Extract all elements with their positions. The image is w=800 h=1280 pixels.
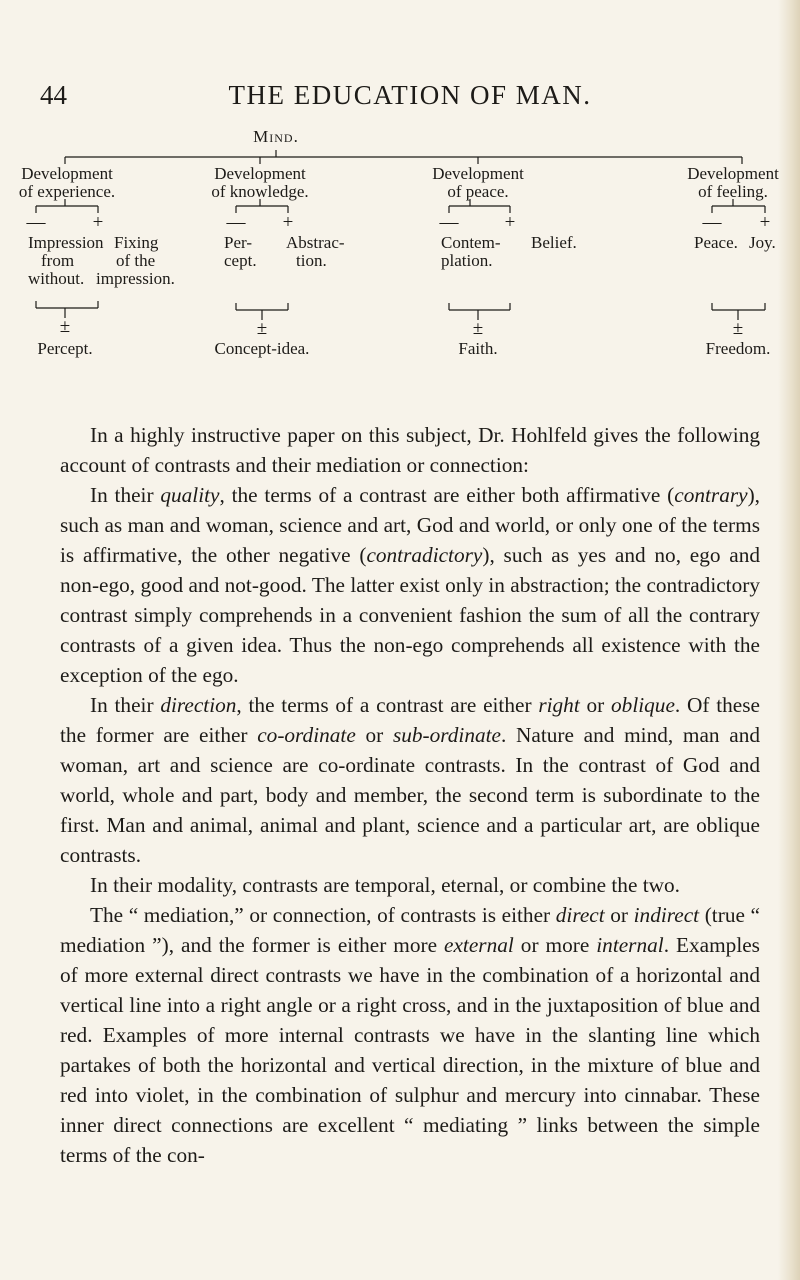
paragraph-4: In their modality, contrasts are temporal, eternal, or combine the two. bbox=[90, 873, 681, 897]
diagram-root-mind: Mind. bbox=[253, 127, 299, 146]
column-1-plus-sign: + bbox=[92, 212, 104, 233]
column-3-plus-sign: + bbox=[504, 212, 516, 233]
mind-development-diagram bbox=[0, 0, 800, 420]
paragraph-5: The “ mediation,” or connection, of contrasts is either direct or indirect (true “ mediation ”), and the former is either more external or more internal. Examples of more external direct contrasts we have in the combination of a horizontal and vertical line into a right angle or a right cross, and in the juxtaposition of blue and red. Examples of more internal contrasts we have in the slanting line which partakes of both the horizontal and vertical direction, in the mixture of blue and red into violet, in the combination of sulphur and mercury into cinnabar. These inner direct connections are excellent “ mediating ” links between the simple terms of the con- bbox=[60, 903, 760, 1167]
column-3-synthesis: Faith. bbox=[458, 339, 498, 358]
column-1-right-term: Fixing of the impression. bbox=[96, 233, 175, 288]
column-1-title: Development of experience. bbox=[18, 164, 116, 201]
column-4-plus-sign: + bbox=[759, 212, 771, 233]
column-2-synthesis: Concept-idea. bbox=[214, 339, 310, 358]
paragraph-1: In a highly instructive paper on this subject, Dr. Hohlfeld gives the following account of contrasts and their mediation or connection: bbox=[60, 423, 760, 477]
column-2-left-term: Per- cept. bbox=[224, 233, 257, 270]
paragraph-3: In their direction, the terms of a contrast are either right or oblique. Of these the former are either co-ordinate or sub-ordinate. Nature and mind, man and woman, art and science are co-ordinate contrasts. In the contrast of God and world, whole and part, body and member, the second term is subordinate to the first. Man and animal, animal and plant, science and a particular art, are oblique contrasts. bbox=[60, 693, 761, 867]
column-2-plus-minus-sign: ± bbox=[256, 318, 268, 339]
page-number: 44 bbox=[40, 80, 67, 110]
column-2-minus-sign: — bbox=[226, 212, 246, 233]
running-head-title: THE EDUCATION OF MAN. bbox=[228, 80, 592, 110]
diagram-connector-lines bbox=[0, 0, 800, 420]
column-4-title: Development of feeling. bbox=[687, 164, 779, 201]
column-3-right-term: Belief. bbox=[531, 233, 577, 252]
body-text bbox=[60, 420, 760, 1170]
column-4-right-term: Joy. bbox=[749, 233, 776, 252]
column-3-left-term: Contem- plation. bbox=[441, 233, 501, 270]
column-3-plus-minus-sign: ± bbox=[472, 318, 484, 339]
paragraph-2: In their quality, the terms of a contrast are either both affirmative (contrary), such as man and woman, science and art, God and world, or only one of the terms is affirmative, the other negative (contradictory), such as yes and no, ego and non-ego, good and not-good. The latter exist only in abstraction; the contradictory contrast simply comprehends in a convenient fashion the sum of all the contrary contrasts of a given idea. Thus the non-ego comprehends all existence with the exception of the ego. bbox=[60, 483, 761, 687]
column-4-left-term: Peace. bbox=[694, 233, 738, 252]
column-1-synthesis: Percept. bbox=[37, 339, 93, 358]
column-2-right-term: Abstrac- tion. bbox=[286, 233, 345, 270]
column-1-minus-sign: — bbox=[26, 212, 46, 233]
column-4-minus-sign: — bbox=[702, 212, 722, 233]
column-4-synthesis: Freedom. bbox=[705, 339, 771, 358]
column-3-title: Development of peace. bbox=[432, 164, 524, 201]
column-2-title: Development of knowledge. bbox=[211, 164, 309, 201]
column-2-plus-sign: + bbox=[282, 212, 294, 233]
column-1-left-term: Impression from without. bbox=[28, 233, 104, 288]
column-1-plus-minus-sign: ± bbox=[59, 316, 71, 337]
column-4-plus-minus-sign: ± bbox=[732, 318, 744, 339]
column-3-minus-sign: — bbox=[439, 212, 459, 233]
